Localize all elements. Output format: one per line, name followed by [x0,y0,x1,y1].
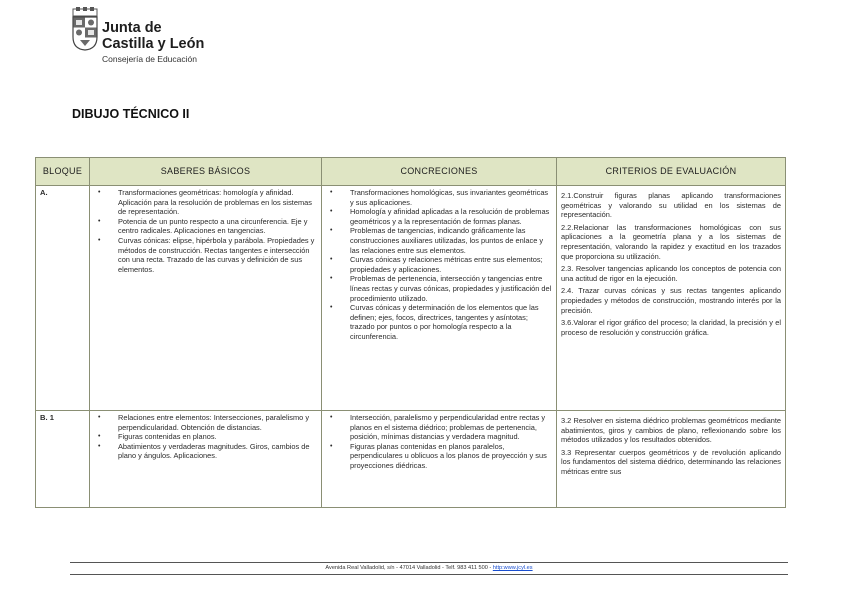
column-header-concreciones: CONCRECIONES [322,158,557,186]
footer [70,565,788,571]
table-row [36,186,786,411]
criterion-text: 3.3 Representar cuerpos geométricos y de revolución aplicando los fundamentos del sistema diédrico, determinando las relaciones métricas entre sus [561,447,781,476]
column-header-criterios: CRITERIOS DE EVALUACIÓN [557,158,786,186]
bloque-cell: B. 1 [36,411,90,508]
list-item: • Potencia de un punto respecto a una circunferencia. Eje y centro radicales. Aplicaciones en tangencias. [98,216,308,236]
footer-address: Avenida Real Valladolid, s/n - 47014 Valladolid - Telf. 983 411 500 - [325,565,493,571]
criterion-text: 2.2.Relacionar las transformaciones homológicas con sus aplicaciones a la geometría plana y a los sistemas de representación, valorando la rapidez y exactitud en los trazados que proporciona su utilización. [561,222,781,261]
coat-of-arms-icon [72,7,98,51]
list-item: • Transformaciones homológicas, sus invariantes geométricas y sus aplicaciones. [330,188,549,207]
criterios-cell [557,186,786,411]
criterion-text: 3.2 Resolver en sistema diédrico problemas geométricos mediante abatimientos, giros y cambios de plano, reflexionando sobre los métodos utilizados y los resultados obtenidos. [561,416,781,445]
list-item: • Curvas cónicas y relaciones métricas entre sus elementos; propiedades y aplicaciones. [330,255,543,274]
criterion-text: 2.4. Trazar curvas cónicas y sus rectas tangentes aplicando propiedades y métodos de construcción, mostrando interés por la precisión. [561,286,781,315]
column-header-saberes: SABERES BÁSICOS [90,158,322,186]
footer-divider [70,562,788,563]
column-header-bloque: BLOQUE [36,158,90,186]
criterion-text: 3.6.Valorar el rigor gráfico del proceso; la claridad, la precisión y el proceso de resolución y construcción gráfica. [561,318,781,337]
criterion-text: 2.3. Resolver tangencias aplicando los conceptos de potencia con una actitud de rigor en la ejecución. [561,264,781,283]
list-item: • Figuras planas contenidas en planos paralelos, perpendiculares u oblicuos a los planos de proyección y sus proyecciones diédricas. [330,441,547,470]
criterion-text: 2.1.Construir figuras planas aplicando transformaciones geométricas y valorando su utilidad en los sistemas de representación. [561,191,781,220]
footer-website-link[interactable]: http:www.jcyl.es [492,565,533,571]
footer-divider [70,574,788,575]
list-item: • Curvas cónicas: elipse, hipérbola y parábola. Propiedades y métodos de construcción. Rectas tangentes e intersección con una recta. Trazado de las curvas y definición de sus elementos. [98,235,315,274]
bloque-cell: A. [36,186,90,411]
curriculum-table [35,157,786,508]
header-logo [72,7,232,67]
org-name: Junta de Castilla y León [102,20,205,52]
document-title: DIBUJO TÉCNICO II [72,107,190,121]
concreciones-cell [322,411,557,508]
org-department: Consejería de Educación [102,54,197,64]
criterios-cell [557,411,786,508]
table-row [36,411,786,508]
list-item: • Abatimientos y verdaderas magnitudes. Giros, cambios de plano y ángulos. Aplicaciones. [98,441,310,461]
list-item: • Problemas de tangencias, indicando gráficamente las construcciones auxiliares utilizadas, los puntos de enlace y las relaciones entre sus elementos. [330,226,544,255]
list-item: • Figuras contenidas en planos. [98,432,217,442]
list-item: • Problemas de pertenencia, intersección y tangencias entre líneas rectas y curvas cónicas, propiedades y justificación del procedimiento utilizado. [330,274,552,303]
concreciones-cell [322,186,557,411]
saberes-cell [90,186,322,411]
table-header-row [36,158,786,186]
list-item: • Homología y afinidad aplicadas a la resolución de problemas geométricos y a la representación de formas planas. [330,207,550,226]
list-item: • Curvas cónicas y determinación de los elementos que las definen; ejes, focos, directrices, tangentes y asíntotas; trazado por puntos o por homología respecto a la circunferencia. [330,303,539,341]
list-item: • Intersección, paralelismo y perpendicularidad entre rectas y planos en el sistema diédrico; problemas de pertenencia, posición, mínimas distancias y verdadera magnitud. [330,413,546,442]
list-item: • Relaciones entre elementos: Intersecciones, paralelismo y perpendicularidad. Obtención de distancias. [98,413,310,432]
list-item: • Transformaciones geométricas: homología y afinidad. Aplicación para la resolución de problemas en los sistemas de representación. [98,188,312,217]
saberes-cell [90,411,322,508]
